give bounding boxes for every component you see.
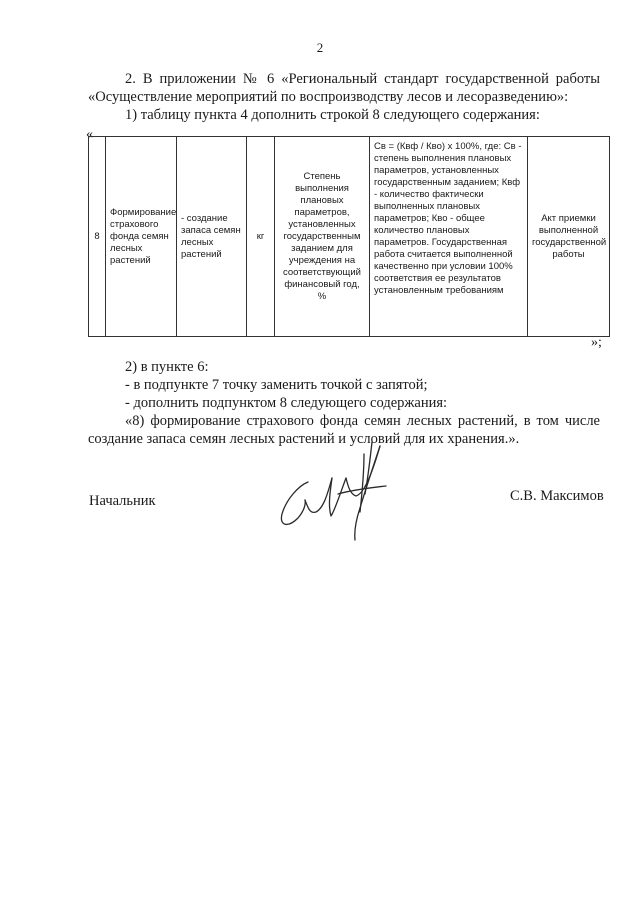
row-number: 8 xyxy=(89,137,106,337)
document-cell: Акт приемки выполненной государственной работы xyxy=(528,137,610,337)
page-number: 2 xyxy=(316,40,324,55)
amendment-sub-8: - дополнить подпунктом 8 следующего содержания: xyxy=(125,395,448,411)
amendment-point-6: 2) в пункте 6: xyxy=(125,359,209,375)
quote-close: »; xyxy=(591,335,602,350)
work-content-cell: - создание запаса семян лесных растений xyxy=(177,137,247,337)
work-name-cell: Формирование страхового фонда семян лесных растений xyxy=(106,137,177,337)
indicator-cell: Степень выполнения плановых параметров, установленных государственным заданием для учреждения на соответствующий финансовый год, % xyxy=(275,137,370,337)
amendment-text-line-1: «8) формирование страхового фонда семян лесных растений, в том числе xyxy=(125,413,600,429)
table-row xyxy=(89,137,610,337)
standard-table xyxy=(88,136,610,337)
signatory-name: С.В. Максимов xyxy=(510,488,604,504)
signatory-title: Начальник xyxy=(89,493,156,509)
intro-line-1: 2. В приложении № 6 «Региональный стандарт государственной работы xyxy=(125,71,600,87)
unit-cell: кг xyxy=(247,137,275,337)
amendment-text-line-2: создание запаса семян лесных растений и условий для их хранения.». xyxy=(88,431,520,447)
handwritten-signature xyxy=(268,434,418,544)
intro-line-3: 1) таблицу пункта 4 дополнить строкой 8 следующего содержания: xyxy=(125,107,540,123)
formula-cell: Св = (Квф / Кво) x 100%, где: Св - степень выполнения плановых параметров, установленных государственным заданием; Квф - количество фактически выполненных плановых параметров; Кво - общее количество плановых параметров. Государственная работа считается выполненной качественно при условии 100% соответствия ее результатов установленным требованиям xyxy=(370,137,528,337)
intro-line-2: «Осуществление мероприятий по воспроизводству лесов и лесоразведению»: xyxy=(88,89,569,105)
amendment-sub-7: - в подпункте 7 точку заменить точкой с запятой; xyxy=(125,377,428,393)
quote-open: « xyxy=(86,127,93,142)
